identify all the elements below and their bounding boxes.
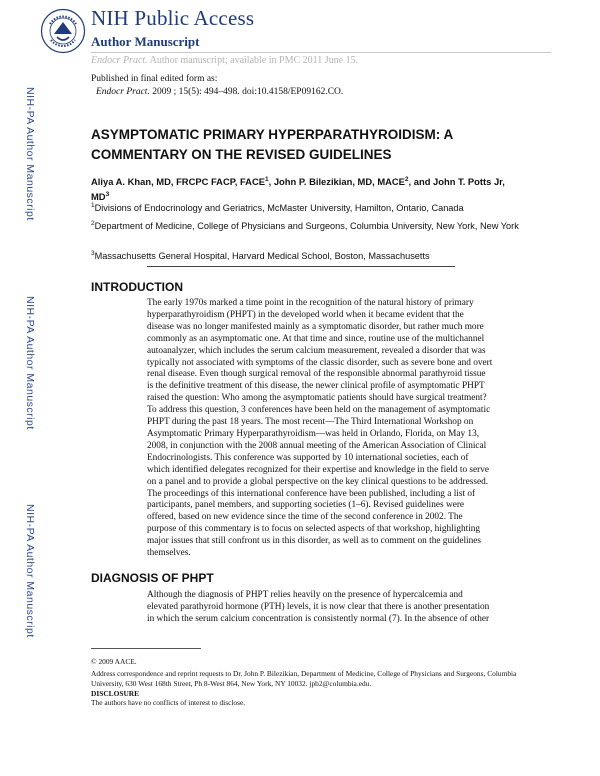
diagnosis-paragraph: Although the diagnosis of PHPT relies heavily on the presence of hypercalcemia and elevated parathyroid hormone (PTH) levels, it is now clear that there is another presentation in which the serum calcium concentration is consistently normal (7). In the absence of other bbox=[147, 590, 490, 624]
section-heading-diagnosis: DIAGNOSIS OF PHPT bbox=[91, 571, 214, 585]
correspondence-address: Address correspondence and reprint requests to Dr. John P. Bilezikian, Department of Medicine, College of Physicians and Surgeons, Columbia University, 630 West 168th Street, Ph 8-West 864, New York, NY 10032. jpb2@columbia.edu. bbox=[91, 669, 517, 688]
side-label-author-manuscript: NIH-PA Author Manuscript bbox=[24, 87, 36, 221]
citation-journal: Endocr Pract. bbox=[96, 87, 150, 97]
affiliation-marker: 1 bbox=[91, 202, 95, 209]
author-affiliation-marker: 3 bbox=[105, 191, 110, 199]
introduction-paragraph: The early 1970s marked a time point in the recognition of the natural history of primary hyperparathyroidism (PHPT) in the developed world when it became evident that the disease was no longer manifested mainly as a symptomatic disorder, but rather much more commonly as an asymptomatic one. At that time and since, routine use of the multichannel autoanalyzer, which includes the serum calcium measurement, revealed a disorder that was typically not associated with symptoms of the classic disorder, such as severe bone and overt renal disease. Even though surgical removal of the responsible abnormal parathyroid tissue is the definitive treatment of this disease, the newer clinical profile of asymptomatic PHPT raised the question: Who among the asymptomatic patients should have surgical treatment? To address this question, 3 conferences have been held on the management of asymptomatic PHPT during the past 18 years. The most recent—The Third International Workshop on Asymptomatic Primary Hyperparathyroidism—was held in Orlando, Florida, on May 13, 2008, in conjunction with the 2008 annual meeting of the American Association of Clinical Endocrinologists. This conference was supported by 10 international societies, each of which identified delegates recognized for their expertise and knowledge in the field to serve on a panel and to provide a global perspective on the key clinical questions to be addressed. The proceedings of this international conference have been published, including a list of participants, panel members, and supporting societies (1–6). Revised guidelines were offered, based on new evidence since the time of the second conference in 2002. The purpose of this commentary is to focus on selected aspects of that workshop, highlighting major issues that still confront us in this disorder, as well as to comment on the guidelines themselves. bbox=[147, 298, 493, 559]
affiliation-text: Department of Medicine, College of Physicians and Surgeons, Columbia University, New York, New York bbox=[94, 221, 519, 232]
published-label: Published in final edited form as: bbox=[91, 74, 218, 84]
author-affiliation-marker: 2 bbox=[404, 176, 409, 183]
author-name: , John P. Bilezikian, MD, MACE bbox=[268, 176, 405, 188]
nih-seal-logo bbox=[40, 8, 86, 54]
affiliation-marker: 3 bbox=[91, 250, 95, 257]
header-divider bbox=[91, 52, 551, 53]
affiliation bbox=[91, 248, 531, 263]
article-title: ASYMPTOMATIC PRIMARY HYPERPARATHYROIDISM: A COMMENTARY ON THE REVISED GUIDELINES bbox=[91, 127, 453, 162]
author-list bbox=[91, 173, 521, 203]
affiliation bbox=[91, 200, 531, 215]
author-name: Aliya A. Khan, MD, FRCPC FACP, FACE bbox=[91, 176, 265, 188]
side-label-author-manuscript: NIH-PA Author Manuscript bbox=[24, 504, 36, 638]
footnote-divider bbox=[91, 648, 201, 649]
availability-text: Author manuscript; available in PMC 2011 June 15. bbox=[147, 55, 359, 66]
citation-details: 2009 ; 15(5): 494–498. doi:10.4158/EP09162.CO. bbox=[149, 87, 344, 97]
author-manuscript-label: Author Manuscript bbox=[91, 34, 200, 49]
affiliation bbox=[91, 218, 531, 233]
disclosure-text: The authors have no conflicts of interest to disclose. bbox=[91, 698, 246, 707]
side-label-author-manuscript: NIH-PA Author Manuscript bbox=[24, 296, 36, 430]
affiliation-divider bbox=[147, 266, 455, 267]
affiliation-text: Divisions of Endocrinology and Geriatrics, McMaster University, Hamilton, Ontario, Canada bbox=[94, 203, 464, 214]
author-name: , and John T. Potts Jr, MD bbox=[91, 176, 505, 203]
section-heading-introduction: INTRODUCTION bbox=[91, 280, 183, 294]
copyright-notice: © 2009 AACE. bbox=[91, 657, 137, 666]
affiliation-marker: 2 bbox=[91, 220, 95, 227]
affiliation-text: Massachusetts General Hospital, Harvard Medical School, Boston, Massachusetts bbox=[94, 251, 430, 262]
citation bbox=[96, 87, 343, 97]
journal-name: Endocr Pract. bbox=[91, 55, 148, 66]
disclosure-heading: DISCLOSURE bbox=[91, 689, 140, 698]
nih-public-access-title: NIH Public Access bbox=[91, 6, 255, 30]
availability-line bbox=[91, 55, 358, 66]
author-affiliation-marker: 1 bbox=[264, 176, 269, 183]
